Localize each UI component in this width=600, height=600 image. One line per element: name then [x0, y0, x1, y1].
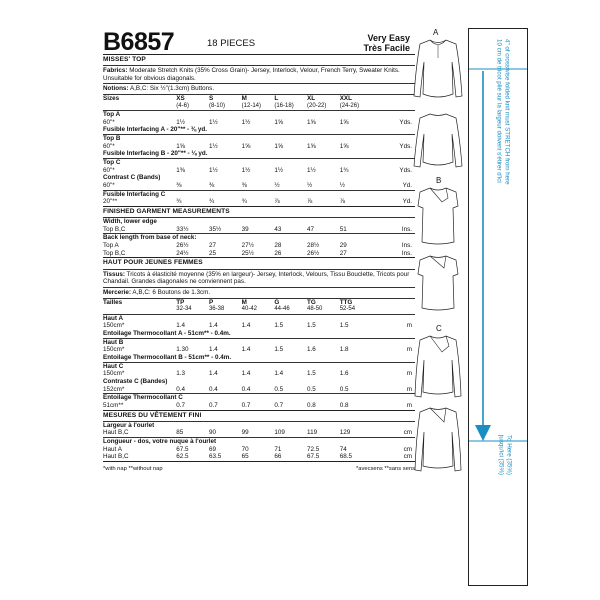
- row-label: 51cm**: [103, 401, 124, 409]
- value-cell: ⅜: [176, 182, 182, 190]
- table-row: [103, 446, 415, 454]
- table-row: [103, 453, 415, 461]
- taille-header-row: [103, 299, 415, 307]
- value-cell: 74: [339, 445, 347, 453]
- value-cell: 1⅝: [176, 142, 186, 150]
- unit-cell: cm: [403, 445, 413, 453]
- value-cell: ½: [274, 182, 280, 190]
- taille-cell: TP: [176, 298, 185, 306]
- unit-cell: Ins.: [401, 249, 413, 257]
- finished-measurements-heading-fr: MESURES DU VÊTEMENT FINI: [103, 411, 202, 419]
- row-label: Entoilage Thermocollant A - 51cm** - 0.4m.: [103, 329, 231, 337]
- value-cell: 1⅝: [307, 142, 316, 150]
- table-row: [103, 354, 415, 362]
- fabrics-text: Moderate Stretch Knits (35% Cross Grain)- Jersey, Interlock, Velour, French Terry, Sweater Knits. Unsuitable for obvious diagonals.: [103, 67, 400, 82]
- value-cell: 1⅝: [339, 142, 349, 150]
- value-cell: 1.5: [339, 322, 349, 330]
- notions-text: A,B,C: Six ½"(1.3cm) Buttons.: [129, 85, 215, 93]
- value-cell: 1½: [208, 118, 218, 126]
- top-c-back-drawing: [408, 404, 468, 481]
- value-cell: 1½: [274, 166, 284, 174]
- size-cell: XS: [176, 95, 185, 103]
- top-b-front-drawing: [408, 184, 468, 255]
- row-label: Back length from base of neck:: [103, 234, 197, 242]
- value-cell: 85: [176, 429, 184, 437]
- value-cell: ½: [307, 182, 313, 190]
- table-row: [103, 119, 415, 127]
- value-cell: 70: [241, 445, 249, 453]
- value-cell: 43: [274, 225, 282, 233]
- taille-cell: TG: [307, 298, 316, 306]
- value-cell: 1.4: [241, 346, 251, 354]
- french-title: HAUT POUR JEUNES FEMMES: [103, 259, 203, 267]
- value-cell: 0.4: [208, 385, 218, 393]
- value-cell: ⅜: [241, 182, 247, 190]
- value-cell: 0.7: [241, 401, 251, 409]
- tailles-label: Tailles: [103, 298, 123, 306]
- footnote-fr: *avecsens **sans sens: [356, 465, 415, 472]
- taille-range-cell: 48-50: [307, 306, 323, 313]
- size-range-cell: (20-22): [307, 102, 327, 109]
- size-cell: M: [241, 95, 247, 103]
- table-row: [103, 386, 415, 394]
- size-cell: XL: [307, 95, 316, 103]
- value-cell: 0.4: [241, 385, 251, 393]
- value-cell: 1⅝: [339, 118, 349, 126]
- row-label: 150cm*: [103, 370, 125, 378]
- stretch-gauge-text-en: 4" of crosswise folded knit must STRETCH from here: [503, 39, 511, 185]
- difficulty-en: Very Easy: [367, 33, 410, 43]
- row-label: Top B: [103, 135, 121, 143]
- unit-cell: m: [406, 401, 413, 409]
- stretch-gauge: [468, 28, 528, 586]
- value-cell: 1¾: [339, 166, 349, 174]
- value-cell: 1.5: [274, 322, 284, 330]
- unit-cell: Yds.: [399, 142, 413, 150]
- row-label: Top A: [103, 111, 121, 119]
- size-range-cell: (16-18): [274, 102, 294, 109]
- view-label-a: A: [433, 28, 439, 37]
- value-cell: 27: [208, 242, 216, 250]
- value-cell: 35½: [208, 225, 222, 233]
- row-label: 60"*: [103, 166, 115, 174]
- value-cell: 0.5: [339, 385, 349, 393]
- value-cell: 0.8: [307, 401, 316, 409]
- unit-cell: Yd.: [402, 198, 413, 206]
- row-label: Haut A: [103, 314, 124, 322]
- size-range-cell: (8-10): [208, 102, 225, 109]
- top-b-back-drawing: [408, 252, 468, 319]
- taille-range-cell: 40-42: [241, 306, 258, 313]
- pattern-envelope-back: [103, 54, 415, 473]
- unit-cell: cm: [403, 429, 413, 437]
- value-cell: 65: [241, 453, 249, 461]
- value-cell: 27½: [241, 242, 254, 250]
- tissus-paragraph: [103, 270, 415, 287]
- value-cell: 1.5: [307, 322, 316, 330]
- taille-cell: TTG: [339, 298, 353, 306]
- value-cell: 0.4: [176, 385, 186, 393]
- value-cell: 25½: [241, 249, 254, 257]
- size-range-cell: (24-26): [339, 102, 360, 109]
- fabrics-label: Fabrics:: [103, 67, 128, 75]
- unit-cell: m: [406, 322, 413, 330]
- table-row: [103, 378, 415, 386]
- value-cell: 129: [339, 429, 351, 437]
- value-cell: 47: [307, 225, 315, 233]
- row-label: Top A: [103, 242, 119, 250]
- table-row: [103, 150, 415, 158]
- value-cell: 26: [274, 249, 282, 257]
- row-label: Largeur à l'ourlet: [103, 421, 155, 429]
- size-range-cell: (12-14): [241, 102, 261, 109]
- value-cell: 1.5: [274, 346, 284, 354]
- value-cell: 71: [274, 445, 282, 453]
- value-cell: 0.7: [176, 401, 186, 409]
- value-cell: 24½: [176, 249, 189, 257]
- table-row: [103, 174, 415, 182]
- row-label: Entoilage Thermocollant B - 51cm** - 0.4m.: [103, 353, 232, 361]
- table-row: [103, 111, 415, 119]
- value-cell: 67.5: [176, 445, 189, 453]
- value-cell: 0.5: [307, 385, 316, 393]
- row-label: 152cm*: [103, 385, 125, 393]
- table-row: [103, 242, 415, 250]
- value-cell: 1½: [307, 166, 316, 174]
- value-cell: 26½: [307, 249, 320, 257]
- table-row: [103, 394, 415, 402]
- table-row: [103, 250, 415, 258]
- table-row: [103, 429, 415, 437]
- taille-range-cell: 44-46: [274, 306, 290, 313]
- row-label: Haut A: [103, 445, 122, 453]
- table-row: [103, 438, 415, 446]
- value-cell: ⅞: [307, 198, 313, 206]
- value-cell: 51: [339, 225, 347, 233]
- value-cell: 67.5: [307, 453, 320, 461]
- yardage-table-en: [103, 95, 415, 206]
- table-row: [103, 234, 415, 242]
- value-cell: 1.6: [307, 346, 316, 354]
- value-cell: 27: [339, 249, 347, 257]
- value-cell: 1.5: [307, 370, 316, 378]
- value-cell: 1.4: [241, 370, 251, 378]
- value-cell: 66: [274, 453, 282, 461]
- value-cell: ⅞: [274, 198, 280, 206]
- row-label: Haut B,C: [103, 453, 129, 461]
- row-label: Width, lower edge: [103, 218, 157, 226]
- row-label: 150cm*: [103, 346, 125, 354]
- row-label: Top B,C: [103, 225, 126, 233]
- notions-label: Notions:: [103, 85, 129, 93]
- table-row: [103, 339, 415, 347]
- table-row: [103, 135, 415, 143]
- value-cell: 1.30: [176, 346, 189, 354]
- value-cell: 68.5: [339, 453, 352, 461]
- value-cell: 25: [208, 249, 216, 257]
- unit-cell: cm: [403, 453, 413, 461]
- top-c-front-drawing: [408, 332, 468, 407]
- unit-cell: Yds.: [399, 166, 413, 174]
- stretch-arrow-label-fr: jusqu'ici (35%): [497, 435, 505, 476]
- table-row: [103, 143, 415, 151]
- value-cell: 1.4: [208, 322, 218, 330]
- value-cell: 1⅝: [307, 118, 316, 126]
- value-cell: 90: [208, 429, 216, 437]
- table-row: [103, 315, 415, 323]
- value-cell: 0.5: [274, 385, 284, 393]
- taille-range-cell: 32-34: [176, 306, 192, 313]
- row-label: Fusible Interfacing B - 20"** - ⅛ yd.: [103, 150, 208, 158]
- value-cell: 119: [307, 429, 318, 437]
- value-cell: 1⅝: [274, 118, 284, 126]
- nap-footnote: [103, 462, 415, 473]
- table-row: [103, 159, 415, 167]
- stretch-arrow-head: [475, 425, 491, 441]
- value-cell: 1⅝: [241, 142, 251, 150]
- row-label: Fusible Interfacing C: [103, 190, 166, 198]
- table-row: [103, 182, 415, 190]
- size-cell: L: [274, 95, 279, 103]
- value-cell: 0.7: [274, 401, 284, 409]
- row-label: 150cm*: [103, 322, 125, 330]
- unit-cell: Ins.: [401, 242, 413, 250]
- table-row: [103, 198, 415, 206]
- value-cell: ⅞: [339, 198, 345, 206]
- table-row: [103, 402, 415, 410]
- value-cell: 62.5: [176, 453, 189, 461]
- unit-cell: Yds.: [399, 118, 413, 126]
- footnote-en: *with nap **without nap: [103, 465, 163, 472]
- unit-cell: Yd.: [402, 182, 413, 190]
- row-label: Longueur - dos, votre nuque à l'ourlet: [103, 437, 217, 445]
- notions-paragraph: [103, 84, 415, 94]
- table-row: [103, 322, 415, 330]
- value-cell: 1½: [208, 166, 218, 174]
- row-label: Fusible Interfacing A - 20"** - ⅜ yd.: [103, 126, 207, 134]
- taille-cell: P: [208, 298, 214, 306]
- garment-title: MISSES' TOP: [103, 56, 146, 63]
- value-cell: 1½: [208, 142, 218, 150]
- size-header-row: [103, 95, 415, 103]
- value-cell: ½: [339, 182, 345, 190]
- value-cell: 1.4: [208, 370, 218, 378]
- value-cell: 1½: [176, 118, 186, 126]
- taille-range-cell: 52-54: [339, 306, 356, 313]
- value-cell: 1.4: [274, 370, 284, 378]
- table-row: [103, 167, 415, 175]
- taille-cell: G: [274, 298, 280, 306]
- value-cell: 99: [241, 429, 249, 437]
- size-cell: XXL: [339, 95, 352, 103]
- value-cell: 1.4: [208, 346, 218, 354]
- value-cell: 28: [274, 242, 282, 250]
- value-cell: 28½: [307, 242, 320, 250]
- taille-range-row: [103, 306, 415, 313]
- yardage-table-fr: [103, 299, 415, 410]
- value-cell: 1.4: [241, 322, 251, 330]
- top-a-front-drawing: [408, 36, 468, 111]
- stretch-arrow-label-en: To Here (35%): [505, 435, 513, 475]
- size-cell: S: [208, 95, 214, 103]
- row-label: Contraste C (Bandes): [103, 377, 168, 385]
- value-cell: 0.7: [208, 401, 218, 409]
- value-cell: ¾: [208, 198, 215, 206]
- pattern-number: B6857: [103, 28, 175, 56]
- value-cell: 69: [208, 445, 216, 453]
- value-cell: 72.5: [307, 445, 320, 453]
- view-label-b: B: [436, 176, 442, 185]
- value-cell: ¾: [176, 198, 182, 206]
- table-row: [103, 191, 415, 199]
- row-label: Contrast C (Bands): [103, 174, 161, 182]
- tissus-text: Tricots à élasticité moyenne (35% en largeur)- Jersey, Interlock, Velours, Tissu Bouclette, Tricots pour Chandail. Grandes diagonales ne conviennent pas.: [103, 270, 410, 286]
- value-cell: 1.8: [339, 346, 349, 354]
- table-row: [103, 330, 415, 338]
- value-cell: 1.4: [176, 322, 186, 330]
- row-label: Haut B: [103, 338, 124, 346]
- sizes-label: Sizes: [103, 95, 120, 103]
- value-cell: 39: [241, 225, 249, 233]
- table-row: [103, 218, 415, 226]
- unit-cell: m: [406, 385, 413, 393]
- value-cell: 1.6: [339, 370, 349, 378]
- table-row: [103, 363, 415, 371]
- value-cell: 29: [339, 242, 347, 250]
- taille-cell: M: [241, 298, 247, 306]
- top-a-back-drawing: [408, 110, 468, 179]
- unit-cell: Ins.: [401, 225, 413, 233]
- stretch-gauge-text-fr: 10 cm de tricot plié sur la largeur doivent s'étirer d'ici: [495, 39, 503, 183]
- unit-cell: m: [406, 346, 413, 354]
- table-row: [103, 346, 415, 354]
- value-cell: 1½: [241, 166, 251, 174]
- row-label: Entoilage Thermocollant C: [103, 394, 183, 402]
- row-label: 60"*: [103, 118, 115, 126]
- view-label-c: C: [436, 324, 442, 333]
- value-cell: 1⅜: [176, 166, 186, 174]
- value-cell: ¾: [241, 198, 247, 206]
- value-cell: 33½: [176, 225, 189, 233]
- table-row: [103, 422, 415, 430]
- value-cell: 63.5: [208, 453, 222, 461]
- value-cell: 1⅝: [274, 142, 284, 150]
- value-cell: 0.8: [339, 401, 349, 409]
- value-cell: 26½: [176, 242, 189, 250]
- row-label: 60"*: [103, 182, 115, 190]
- value-cell: 1.3: [176, 370, 186, 378]
- size-range-row: [103, 103, 415, 110]
- row-label: 60"*: [103, 142, 115, 150]
- value-cell: 1½: [241, 118, 251, 126]
- mercerie-label: Mercerie:: [103, 288, 132, 296]
- table-row: [103, 126, 415, 134]
- piece-count: 18 PIECES: [207, 38, 256, 49]
- mercerie-paragraph: [103, 288, 415, 298]
- size-range-cell: (4-6): [176, 102, 189, 109]
- unit-cell: m: [406, 370, 413, 378]
- value-cell: ⅜: [208, 182, 215, 190]
- finished-measurements-heading-en: FINISHED GARMENT MEASUREMENTS: [103, 208, 230, 216]
- table-row: [103, 370, 415, 378]
- fabrics-paragraph: [103, 66, 415, 83]
- tissus-label: Tissus:: [103, 270, 125, 278]
- table-row: [103, 226, 415, 234]
- difficulty-fr: Très Facile: [363, 43, 410, 53]
- row-label: Haut B,C: [103, 429, 129, 437]
- mercerie-text: A,B,C: 6 Boutons de 1.3cm.: [132, 288, 211, 296]
- row-label: Haut C: [103, 362, 124, 370]
- row-label: Top B,C: [103, 249, 126, 257]
- row-label: Top C: [103, 159, 121, 167]
- taille-range-cell: 36-38: [208, 306, 225, 313]
- row-label: 20"**: [103, 198, 118, 206]
- value-cell: 109: [274, 429, 285, 437]
